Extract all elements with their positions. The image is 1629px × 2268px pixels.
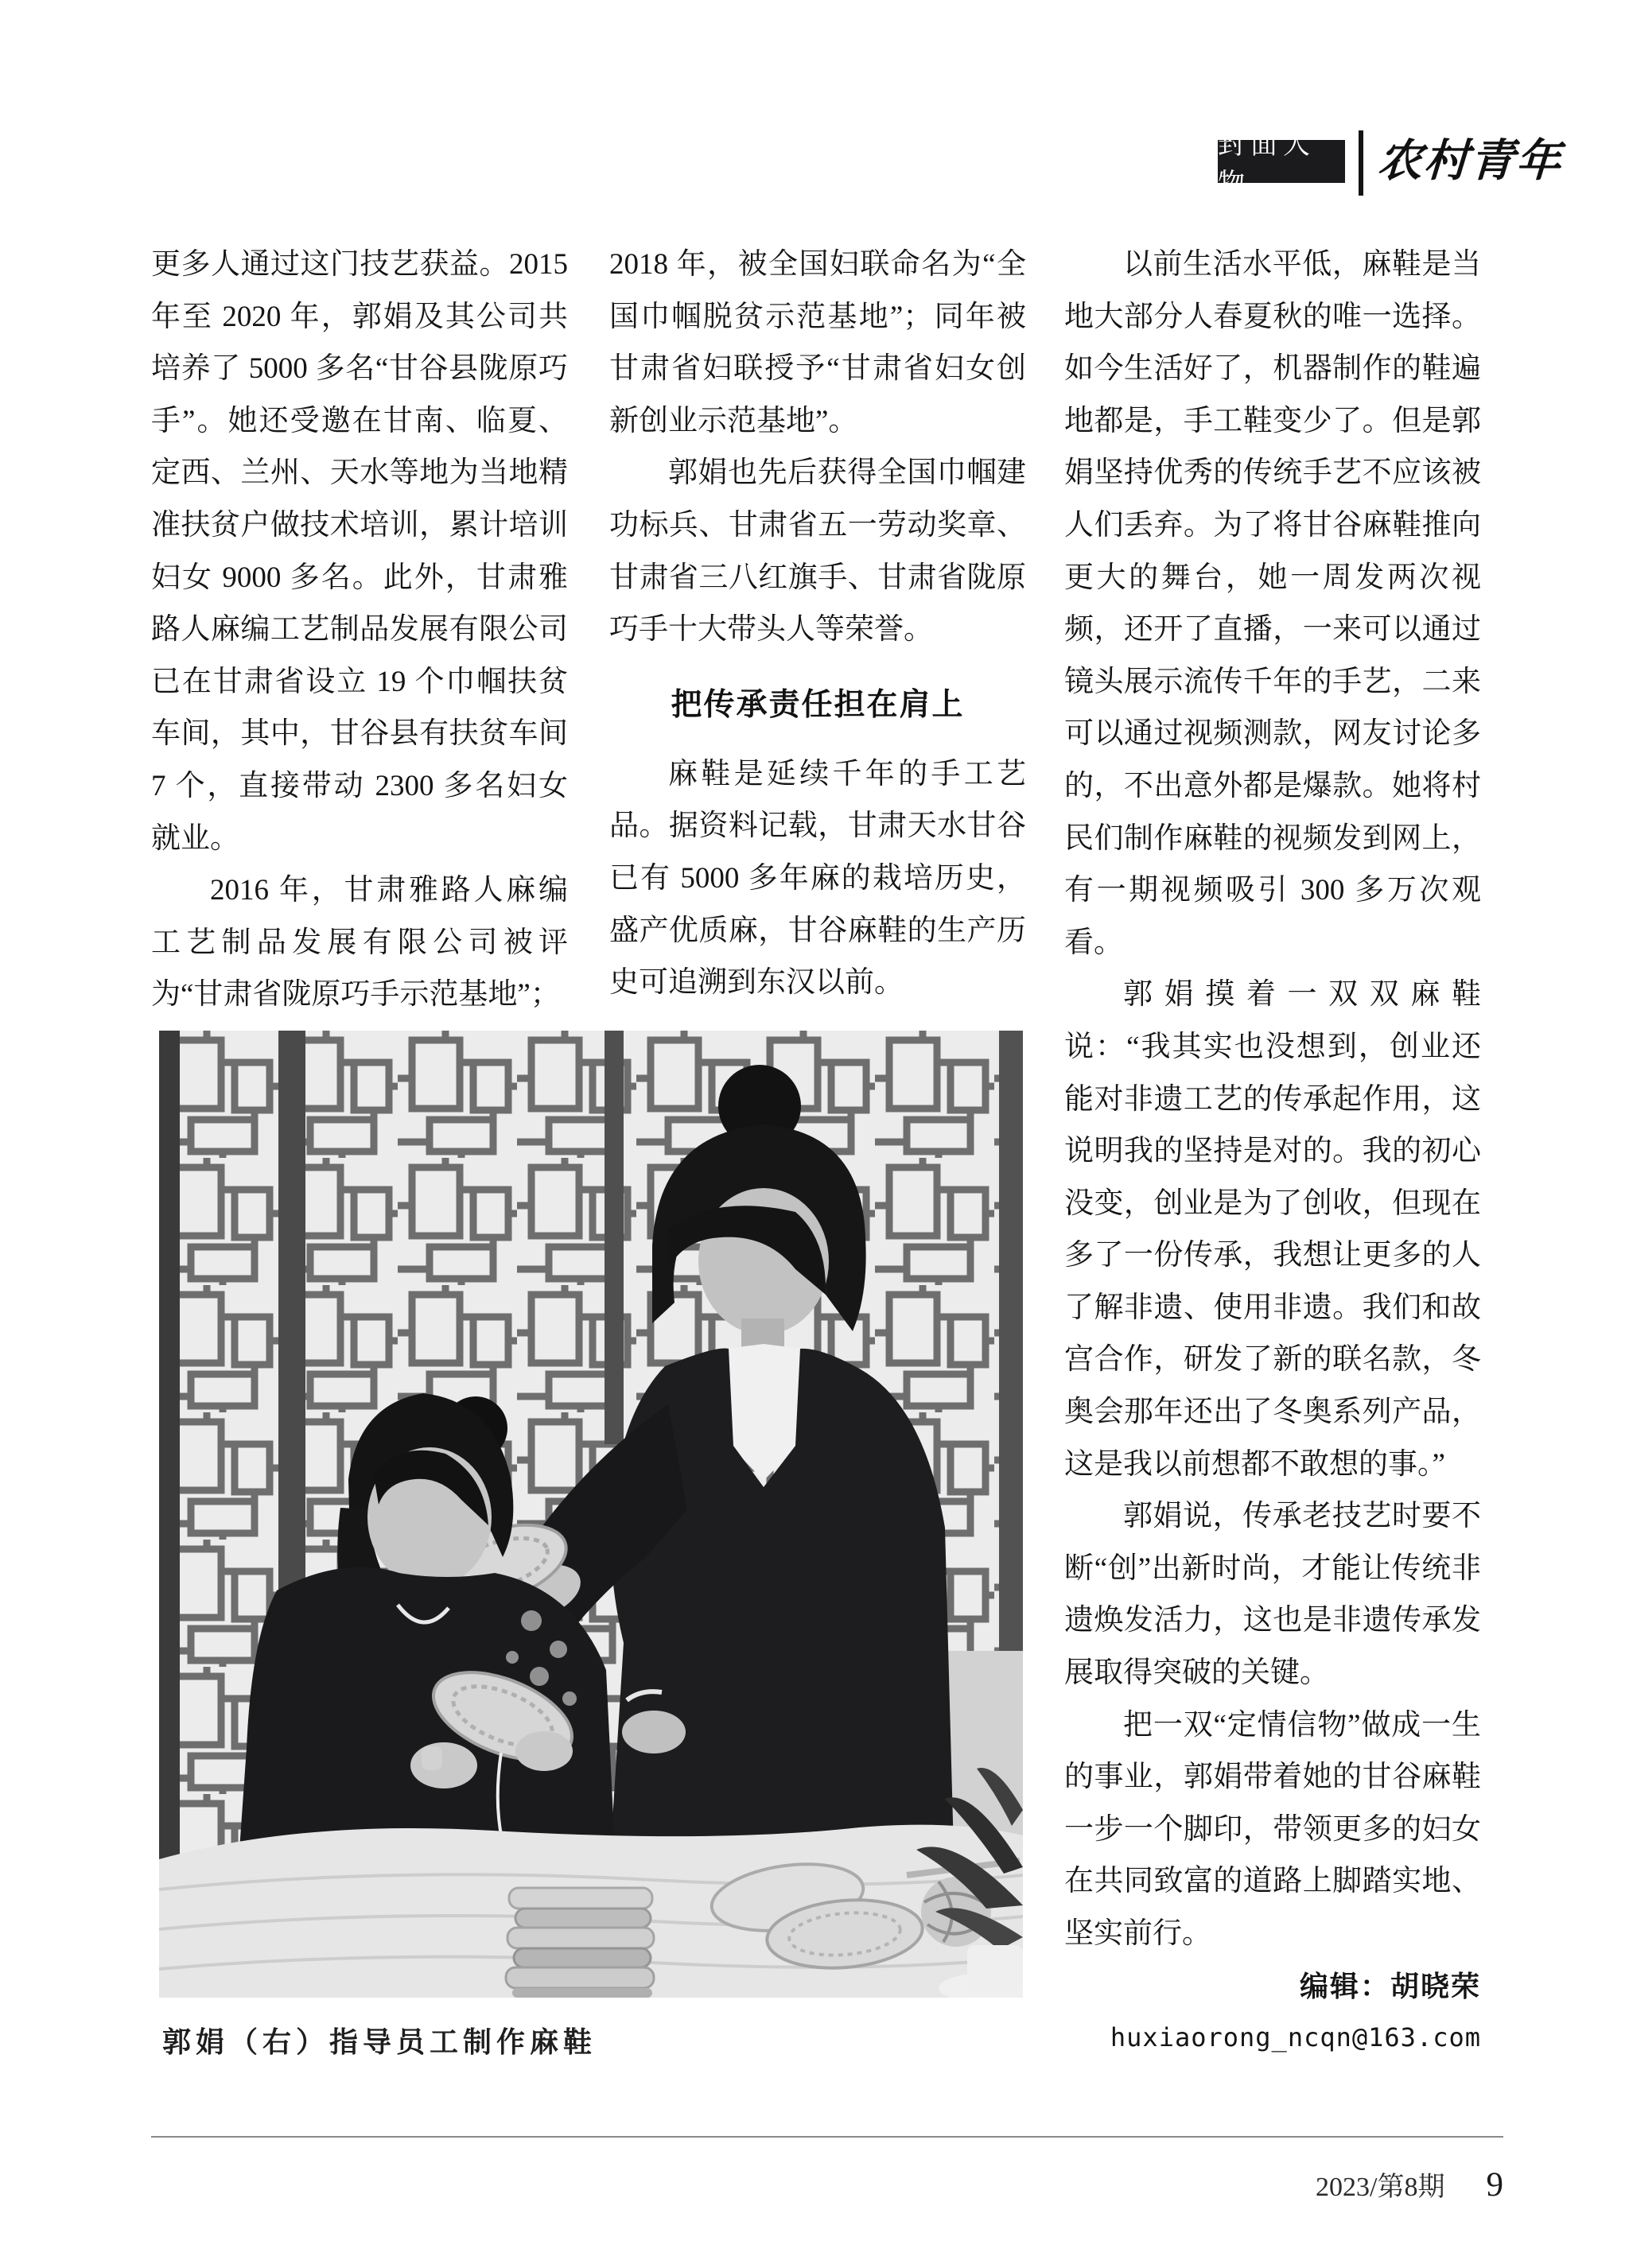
- photo-table: [159, 1825, 1023, 1998]
- article-column-1: [151, 239, 568, 1021]
- section-heading: 把传承责任担在肩上: [671, 687, 965, 722]
- header-divider: [1359, 130, 1363, 196]
- section-badge-label: 封面人物: [1218, 130, 1316, 199]
- article-photo-illustration: [159, 1031, 1023, 1998]
- paragraph: 把一双“定情信物”做成一生的事业，郭娟带着她的甘谷麻鞋一步一个脚印，带领更多的妇女在共同致富的道路上脚踏实地、坚实前行。: [1064, 1708, 1481, 1950]
- magazine-logo: 农村青年: [1376, 134, 1564, 187]
- article-photo: [159, 1031, 1023, 1998]
- paragraph: 郭娟也先后获得全国巾帼建功标兵、甘肃省五一劳动奖章、甘肃省三八红旗手、甘肃省陇原巧手十大带头人等荣誉。: [609, 456, 1026, 647]
- footer-rule: [151, 2136, 1503, 2138]
- photo-caption: 郭娟（右）指导员工制作麻鞋: [162, 2025, 597, 2059]
- paragraph: 更多人通过这门技艺获益。2015 年至 2020 年，郭娟及其公司共培养了 5000 多名“甘谷县陇原巧手”。她还受邀在甘南、临夏、定西、兰州、天水等地为当地精准扶贫户做技术培训，累计培训妇女 9000 多名。此外，甘肃雅路人麻编工艺制品发展有限公司已在甘肃省设立 19 个巾帼扶贫车间，其中，甘谷县有扶贫车间 7 个，直接带动 2300 多名妇女就业。: [151, 248, 568, 855]
- editor-credit: 编辑：胡晓荣: [1299, 1969, 1481, 2002]
- footer: [151, 2165, 1503, 2204]
- article-column-3: [1064, 239, 1481, 2064]
- article-column-2: [609, 239, 1026, 1009]
- paragraph: 2016 年，甘肃雅路人麻编工艺制品发展有限公司被评为“甘肃省陇原巧手示范基地”；: [151, 874, 568, 1012]
- footer-page-number: 9: [1486, 2166, 1503, 2204]
- paragraph: 以前生活水平低，麻鞋是当地大部分人春夏秋的唯一选择。如今生活好了，机器制作的鞋遍地都是，手工鞋变少了。但是郭娟坚持优秀的传统手艺不应该被人们丢弃。为了将甘谷麻鞋推向更大的舞台，她一周发两次视频，还开了直播，一来可以通过镜头展示流传千年的手艺，二来可以通过视频测款，网友讨论多的，不出意外都是爆款。她将村民们制作麻鞋的视频发到网上，有一期视频吸引 300 多万次观看。: [1064, 248, 1481, 959]
- paragraph: 郭娟摸着一双双麻鞋说：“我其实也没想到，创业还能对非遗工艺的传承起作用，这说明我的坚持是对的。我的初心没变，创业是为了创收，但现在多了一份传承，我想让更多的人了解非遗、使用非遗。我们和故宫合作，研发了新的联名款，冬奥会那年还出了冬奥系列产品，这是我以前想都不敢想的事。”: [1064, 978, 1481, 1481]
- paragraph: 2018 年，被全国妇联命名为“全国巾帼脱贫示范基地”；同年被甘肃省妇联授予“甘肃省妇女创新创业示范基地”。: [609, 248, 1026, 437]
- section-badge: [1218, 130, 1345, 199]
- footer-issue: 2023/第8期: [1316, 2173, 1445, 2202]
- editor-email: huxiaorong_ncqn@163.com: [1110, 2022, 1481, 2053]
- paragraph: 麻鞋是延续千年的手工艺品。据资料记载，甘肃天水甘谷已有 5000 多年麻的栽培历史，盛产优质麻，甘谷麻鞋的生产历史可追溯到东汉以前。: [609, 757, 1026, 1000]
- paragraph: 郭娟说，传承老技艺时要不断“创”出新时尚，才能让传统非遗焕发活力，这也是非遗传承发展取得突破的关键。: [1064, 1500, 1481, 1690]
